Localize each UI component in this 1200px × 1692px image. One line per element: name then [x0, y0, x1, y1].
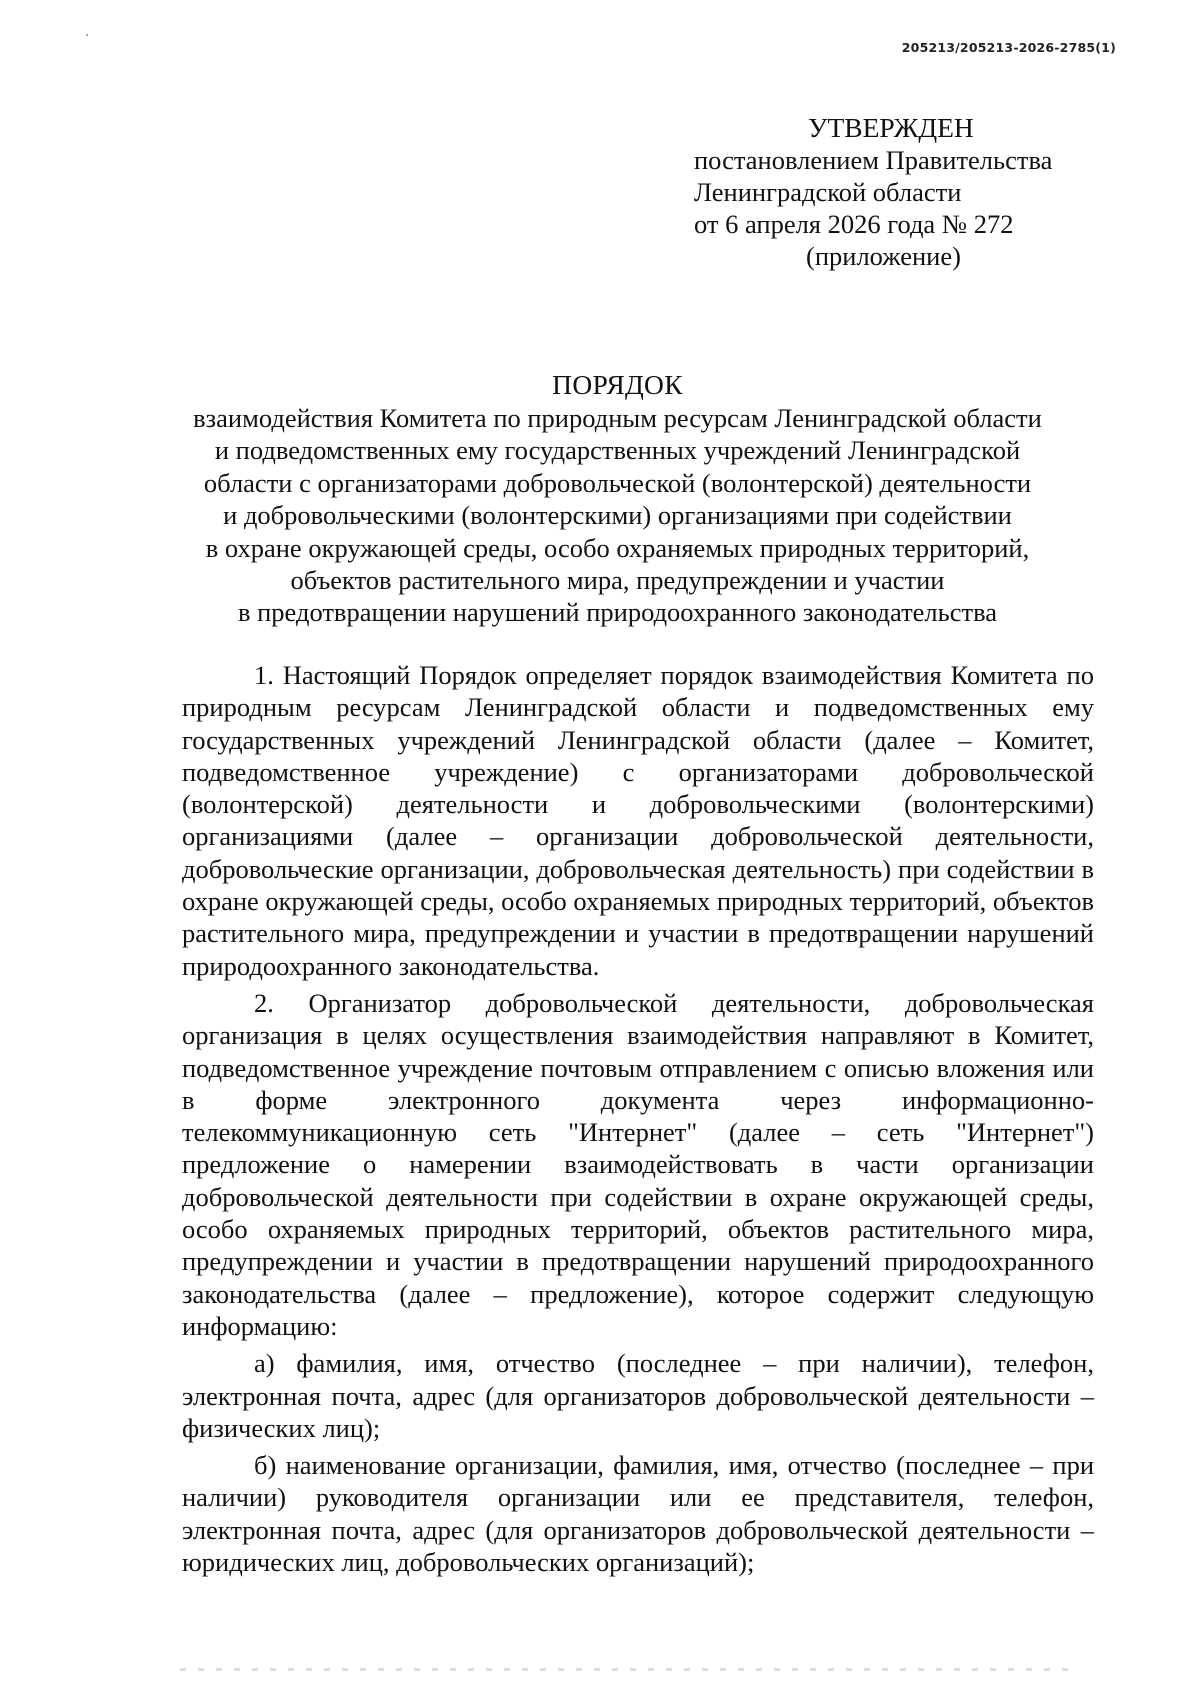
subtitle-line: и подведомственных ему государственных учреждений Ленинградской — [214, 435, 1021, 466]
subtitle-line: объектов растительного мира, предупреждении и участии — [290, 565, 945, 596]
document-registration-code: 205213/205213-2026-2785(1) — [901, 40, 1116, 55]
approval-line-annex: (приложение) — [806, 241, 961, 271]
approval-stamp-block — [694, 112, 1114, 272]
subtitle-line: и добровольческими (волонтерскими) организациями при содействии — [223, 500, 1012, 531]
paragraph-1: 1. Настоящий Порядок определяет порядок взаимодействия Комитета по природным ресурсам Ленинградской области и подведомственных ему государственных учреждений Ленинградской области (далее – Комитет, подведомственное учреждение) с организаторами добровольческой (волонтерской) деятельности и добровольческими (волонтерскими) организациями (далее – организации добровольческой деятельности, добровольческие организации, добровольческая деятельность) при содействии в охране окружающей среды, особо охраняемых природных территорий, объектов растительного мира, предупреждении и участии в предотвращении нарушений природоохранного законодательства. — [182, 660, 1094, 981]
document-title: ПОРЯДОК — [552, 369, 683, 400]
subtitle-line: в охране окружающей среды, особо охраняемых природных территорий, — [205, 532, 1030, 563]
document-title-block — [120, 368, 1115, 629]
approval-line-region: Ленинградской области — [694, 177, 962, 207]
subtitle-line: взаимодействия Комитета по природным ресурсам Ленинградской области — [193, 403, 1042, 433]
scan-bleed-through — [180, 1668, 1080, 1671]
subtitle-line: в предотвращении нарушений природоохранного законодательства — [237, 597, 998, 628]
subtitle-line: области с организаторами добровольческой (волонтерской) деятельности — [203, 467, 1032, 498]
approval-line-resolution: постановлением Правительства — [694, 145, 1053, 175]
approval-line-date: от 6 апреля 2026 года № 272 — [694, 209, 1014, 239]
document-subtitle — [120, 402, 1115, 629]
document-body — [182, 659, 1094, 1583]
paragraph-2: 2. Организатор добровольческой деятельности, добровольческая организация в целях осуществления взаимодействия направляют в Комитет, подведомственное учреждение почтовым отправлением с описью вложения или в форме электронного документа через информационно-телекоммуникационную сеть "Интернет" (далее – сеть "Интернет") предложение о намерении взаимодействовать в части организации добровольческой деятельности при содействии в охране окружающей среды, особо охраняемых природных территорий, объектов растительного мира, предупреждении и участии в предотвращении нарушений природоохранного законодательства (далее – предложение), которое содержит следующую информацию: — [182, 987, 1094, 1341]
paragraph-2b: б) наименование организации, фамилия, имя, отчество (последнее – при наличии) руководителя организации или ее представителя, телефон, электронная почта, адрес (для организаторов добровольческой деятельности – юридических лиц, добровольческих организаций); — [182, 1450, 1094, 1578]
approval-heading: УТВЕРЖДЕН — [808, 112, 974, 143]
paragraph-2a: а) фамилия, имя, отчество (последнее – при наличии), телефон, электронная почта, адрес (для организаторов добровольческой деятельности – физических лиц); — [182, 1348, 1094, 1443]
scan-speck — [86, 34, 88, 36]
